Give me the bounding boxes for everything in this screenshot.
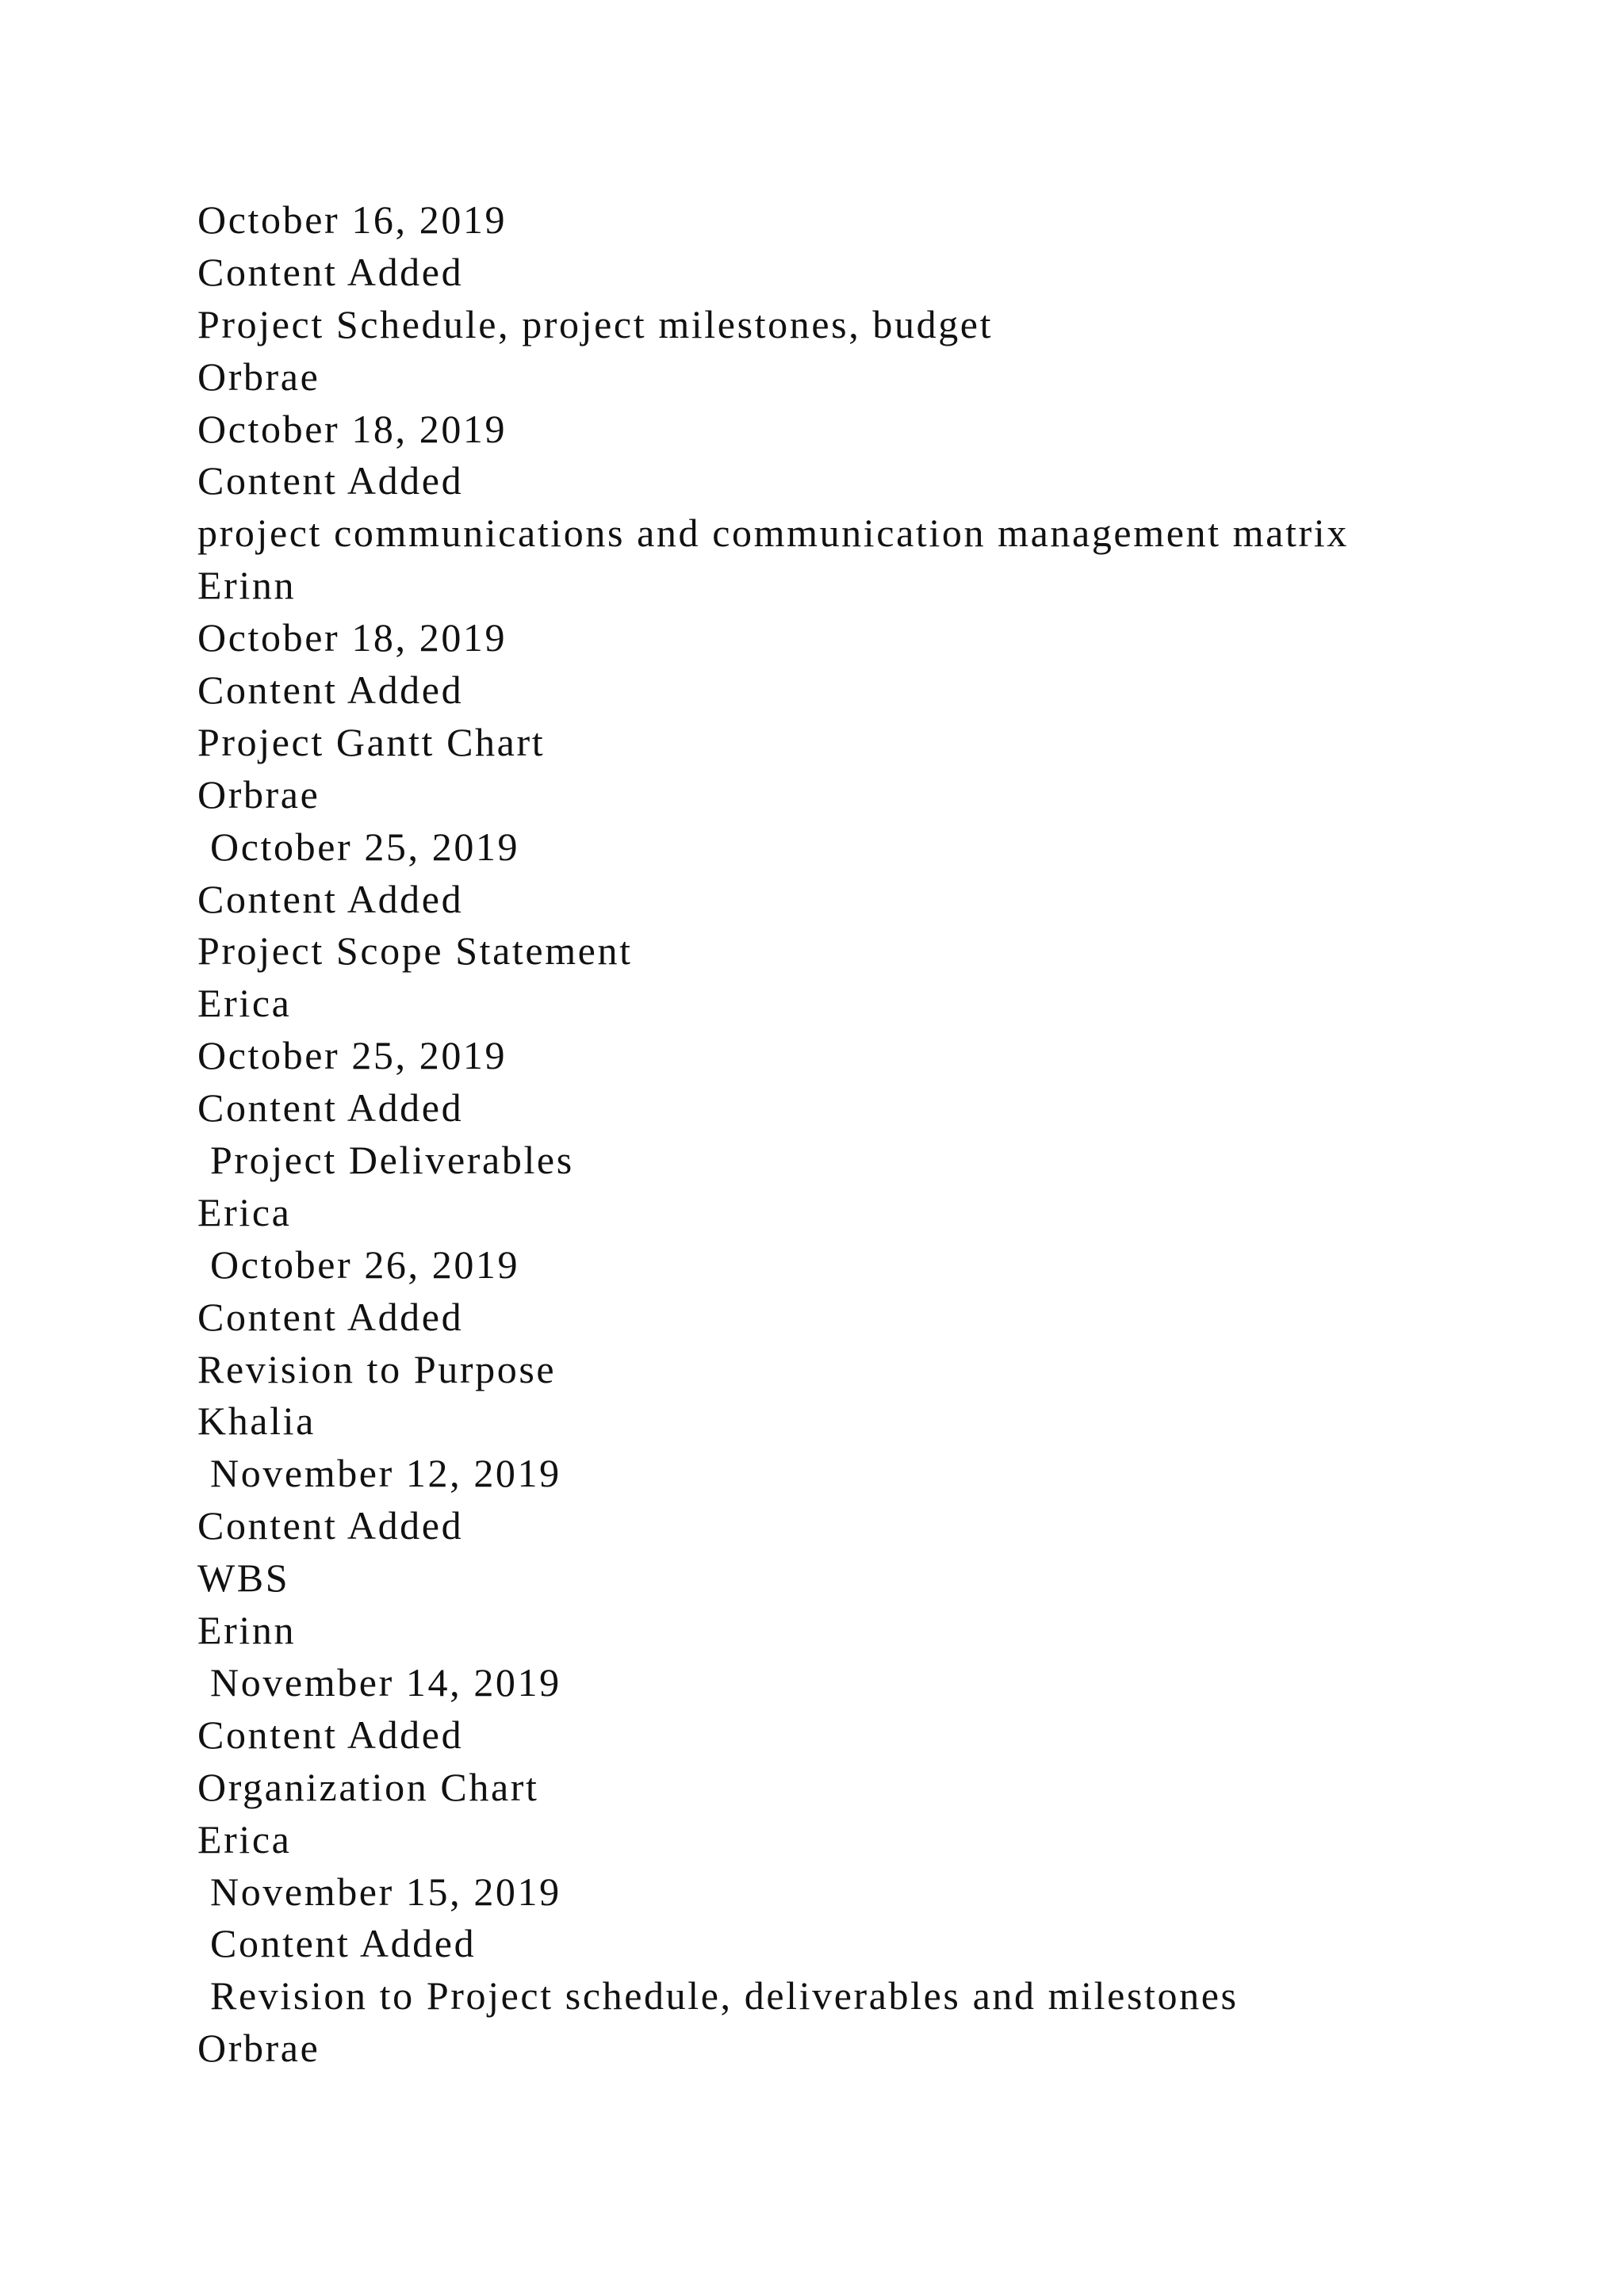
entry-type: Content Added <box>197 249 464 294</box>
entry-description: Organization Chart <box>197 1764 539 1809</box>
entry-author: Orbrae <box>197 2026 320 2071</box>
revision-log <box>197 194 1593 2075</box>
entry-description: Project Gantt Chart <box>197 719 546 764</box>
entry-description: WBS <box>197 1556 290 1601</box>
entry-author: Khalia <box>197 1399 316 1444</box>
entry-description: Project Scope Statement <box>197 928 633 974</box>
entry-type: Content Added <box>210 1921 477 1966</box>
entry-type: Content Added <box>197 1085 464 1131</box>
entry-description: Revision to Purpose <box>197 1346 557 1391</box>
entry-type: Content Added <box>197 668 464 713</box>
entry-date: October 25, 2019 <box>210 824 520 869</box>
entry-description: Project Schedule, project milestones, budget <box>197 301 994 346</box>
entry-description: Revision to Project schedule, deliverables and milestones <box>210 1973 1239 2019</box>
entry-type: Content Added <box>197 876 464 921</box>
entry-author: Orbrae <box>197 354 320 399</box>
entry-type: Content Added <box>197 1294 464 1339</box>
entry-date: October 18, 2019 <box>197 615 508 660</box>
entry-description: project communications and communication management matrix <box>197 511 1349 556</box>
entry-description: Project Deliverables <box>210 1138 574 1183</box>
entry-author: Erica <box>197 1189 292 1234</box>
entry-author: Erica <box>197 1816 292 1862</box>
entry-type: Content Added <box>197 458 464 503</box>
entry-date: November 14, 2019 <box>210 1659 561 1705</box>
entry-type: Content Added <box>197 1712 464 1757</box>
entry-author: Orbrae <box>197 771 320 817</box>
entry-date: October 25, 2019 <box>197 1033 508 1078</box>
entry-author: Erinn <box>197 563 297 608</box>
entry-author: Erica <box>197 981 292 1026</box>
entry-date: October 26, 2019 <box>210 1242 520 1287</box>
entry-date: November 15, 2019 <box>210 1869 561 1914</box>
entry-date: October 16, 2019 <box>197 197 508 242</box>
entry-author: Erinn <box>197 1608 297 1653</box>
entry-type: Content Added <box>197 1503 464 1548</box>
entry-date: October 18, 2019 <box>197 406 508 451</box>
entry-date: November 12, 2019 <box>210 1451 561 1496</box>
